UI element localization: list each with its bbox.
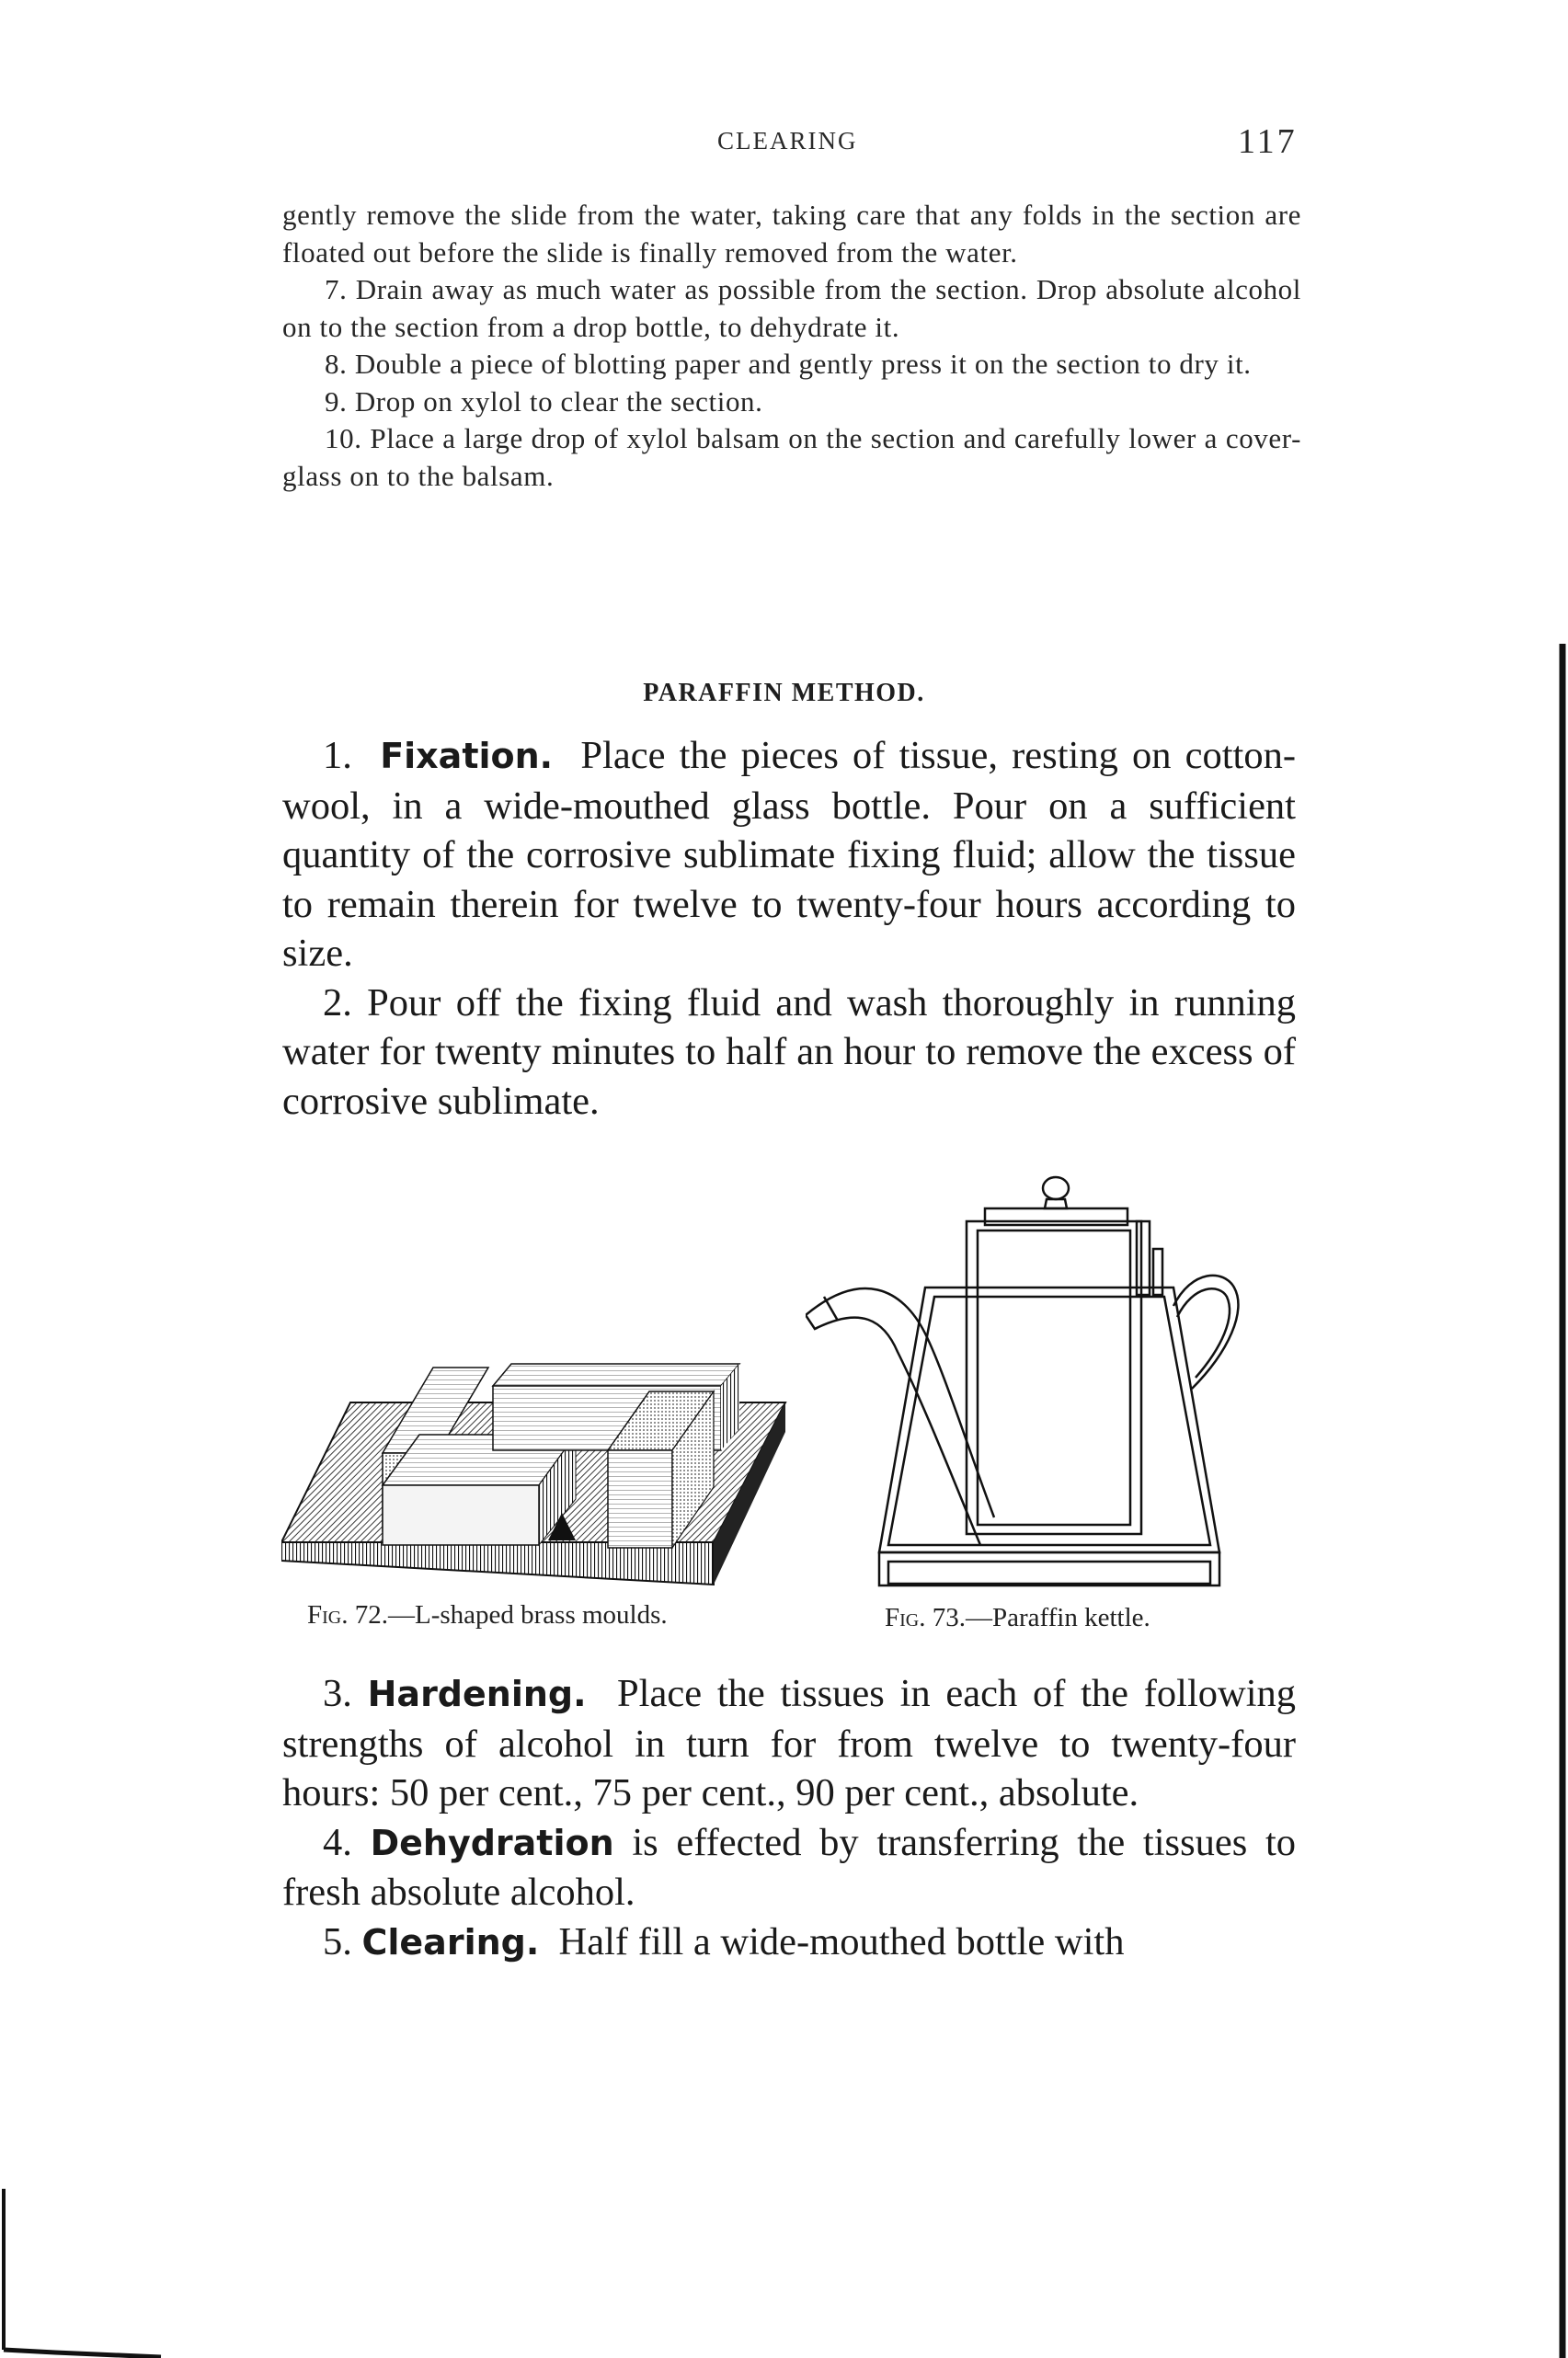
continued-instructions (282, 197, 1301, 495)
fig-73-paraffin-kettle-illustration (806, 1168, 1311, 1600)
page-number: 117 (1238, 122, 1298, 161)
step-8: 8. Double a piece of blotting paper and gently press it on the section to dry it. (325, 348, 1252, 380)
term-fixation: Fixation. (380, 736, 554, 776)
term-dehydration: Dehydration (370, 1822, 614, 1863)
step-10: 10. Place a large drop of xylol balsam on the section and carefully lower a cover-glass on to the balsam. (282, 422, 1301, 492)
fig-72-label: Fig. 72. (307, 1600, 388, 1630)
scan-edge-mark-left (0, 2189, 166, 2358)
term-clearing: Clearing. (361, 1921, 540, 1963)
paraffin-steps-bottom (282, 1669, 1296, 1967)
paraffin-steps-top (282, 731, 1296, 1126)
paraffin-step-2: 2. Pour off the fixing fluid and wash thoroughly in running water for twenty minutes to half an hour to remove the excess of corrosive sublimate. (282, 980, 1297, 1123)
running-title: CLEARING (717, 127, 858, 155)
fig-73-caption: Fig. 73.—Paraffin kettle. (885, 1603, 1150, 1632)
scan-edge-mark-right (1554, 644, 1568, 2358)
fig-72-caption: Fig. 72.—L-shaped brass moulds. (307, 1600, 668, 1630)
intro-paragraph: gently remove the slide from the water, taking care that any folds in the section are floated out before the slide is finally removed from the water. (282, 199, 1301, 269)
step-9: 9. Drop on xylol to clear the section. (325, 384, 763, 418)
step-7: 7. Drain away as much water as possible from the section. Drop absolute alcohol on to the section from a drop bottle, to dehydrate it. (282, 273, 1301, 343)
fig-73-label: Fig. 73. (885, 1603, 966, 1632)
paraffin-step-3: 3. Hardening. Place the tissues in each of the following strengths of alcohol in turn for from twelve to twenty-four hours: 50 per cent., 75 per cent., 90 per cent., absolute. (282, 1672, 1297, 1814)
paraffin-step-4: 4. Dehydration is effected by transferring the tissues to fresh absolute alcohol. (282, 1820, 1297, 1914)
paraffin-step-5: 5. Clearing. Half fill a wide-mouthed bottle with (323, 1919, 1125, 1963)
fig-72-brass-moulds-illustration (281, 1347, 796, 1591)
section-heading: PARAFFIN METHOD. (643, 679, 925, 707)
paraffin-step-1: 1. Fixation. Place the pieces of tissue, resting on cotton-wool, in a wide-mouthed glass bottle. Pour on a sufficient quantity of the corrosive sublimate fixing fluid; allow the tissue to remain therein for twelve to twenty-four hours according to size. (282, 734, 1297, 975)
term-hardening: Hardening. (367, 1674, 587, 1714)
